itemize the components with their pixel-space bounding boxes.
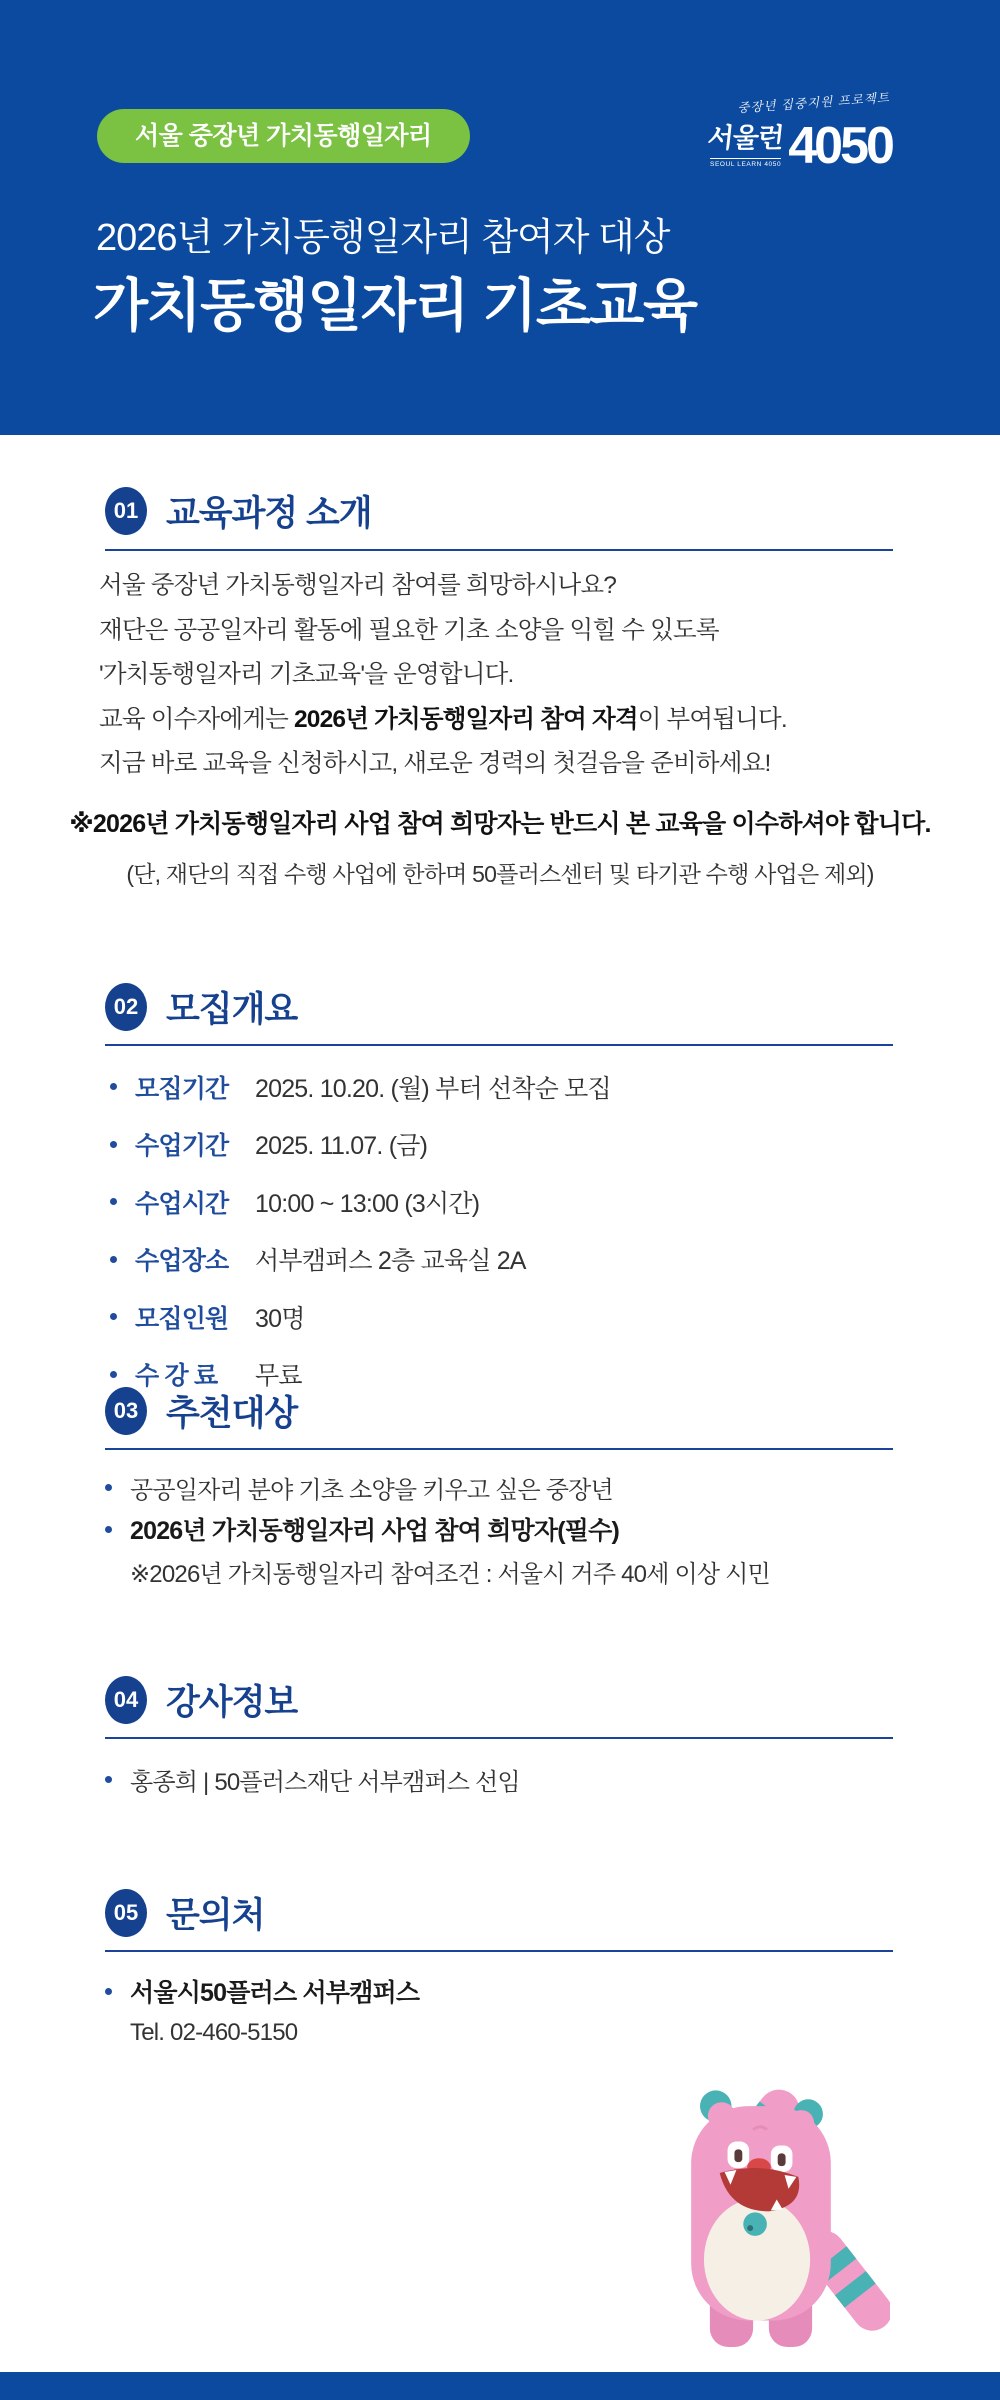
info-row <box>110 1116 890 1174</box>
bullet-dot <box>105 1776 112 1783</box>
logo-number: 4050 <box>788 117 892 176</box>
bullet-row <box>105 1508 895 1550</box>
info-row <box>110 1288 890 1346</box>
info-value: 30명 <box>255 1304 305 1333</box>
seoul-learn-4050-logo <box>706 90 892 176</box>
note-bold-line: ※2026년 가치동행일자리 사업 참여 희망자는 반드시 본 교육을 이수하셔야 합니다. <box>69 810 931 838</box>
contact-phone: Tel. 02-460-5150 <box>130 2019 298 2046</box>
logo-name: 서울런 <box>706 123 785 153</box>
page-title: 가치동행일자리 기초교육 <box>93 274 697 338</box>
section-04-title: 강사정보 <box>166 1683 298 1722</box>
section-02-underline <box>105 1044 893 1046</box>
bullet-row <box>105 1758 895 1800</box>
bullet-dot <box>105 1988 112 1995</box>
section-04-underline <box>105 1737 893 1739</box>
bullet-dot <box>110 1371 117 1378</box>
info-label: 수업장소 <box>135 1247 229 1276</box>
bullet-dot <box>110 1198 117 1205</box>
section-05-heading <box>105 1889 264 1937</box>
note-sub-line: (단, 재단의 직접 수행 사업에 한하며 50플러스센터 및 타기관 수행 사업은 제외) <box>126 861 874 887</box>
section-05-underline <box>105 1950 893 1952</box>
section-02-title: 모집개요 <box>166 990 298 1029</box>
paragraph-line: 지금 바로 교육을 신청하시고, 새로운 경력의 첫걸음을 준비하세요! <box>99 750 771 777</box>
info-value: 서부캠퍼스 2층 교육실 2A <box>255 1247 526 1276</box>
info-label: 모집인원 <box>135 1304 229 1333</box>
info-row <box>110 1173 890 1231</box>
mascot-bead <box>743 2212 767 2236</box>
footer-bar <box>0 2372 1000 2400</box>
header-subtitle: 2026년 가치동행일자리 참여자 대상 <box>96 217 670 259</box>
bullet-dot <box>110 1256 117 1263</box>
info-value: 2025. 11.07. (금) <box>255 1132 428 1161</box>
section-04-number-badge: 04 <box>105 1676 147 1724</box>
bullet-dot <box>105 1484 112 1491</box>
section-02-heading <box>105 983 297 1031</box>
section-03-title: 추천대상 <box>166 1394 298 1433</box>
info-label: 수업기간 <box>135 1132 229 1161</box>
logo-slogan: 중장년 집중지원 프로젝트 <box>736 90 891 116</box>
logo-name-column <box>708 116 783 168</box>
section-01-paragraph <box>99 564 899 787</box>
section-05-number-badge: 05 <box>105 1889 147 1937</box>
bullet-dot <box>110 1141 117 1148</box>
header <box>0 0 1000 435</box>
info-row <box>110 1058 890 1116</box>
bullet-text: 홍종희 | 50플러스재단 서부캠퍼스 선임 <box>130 1768 520 1796</box>
bullet-dot <box>110 1083 117 1090</box>
section-05-title: 문의처 <box>166 1896 265 1935</box>
bullet-subtext: ※2026년 가치동행일자리 참여조건 : 서울시 거주 40세 이상 시민 <box>130 1560 770 1588</box>
mascot-illustration <box>630 2055 890 2350</box>
bullet-dot <box>105 1526 112 1533</box>
paragraph-text: 교육 이수자에게는 <box>99 705 294 733</box>
bullet-text: 공공일자리 분야 기초 소양을 키우고 싶은 중장년 <box>130 1476 613 1504</box>
info-row <box>110 1231 890 1289</box>
paragraph-bold-text: 2026년 가치동행일자리 참여 자격 <box>293 705 638 733</box>
bullet-row <box>105 1970 895 2012</box>
bullet-dot <box>110 1313 117 1320</box>
paragraph-text: 이 부여됩니다. <box>637 705 787 733</box>
section-02-number-badge: 02 <box>105 983 147 1031</box>
paragraph-line: 재단은 공공일자리 활동에 필요한 기초 소양을 익힐 수 있도록 <box>99 616 719 644</box>
info-value: 무료 <box>255 1362 302 1391</box>
bullet-row <box>105 1466 895 1508</box>
paragraph-line <box>99 698 899 743</box>
paragraph-line: '가치동행일자리 기초교육'을 운영합니다. <box>99 661 514 688</box>
info-value: 10:00 ~ 13:00 (3시간) <box>255 1189 480 1218</box>
section-01-underline <box>105 549 893 551</box>
mandatory-note <box>55 804 945 889</box>
paragraph-line: 서울 중장년 가치동행일자리 참여를 희망하시나요? <box>99 572 617 599</box>
section-04-heading <box>105 1676 297 1724</box>
section-01-number-badge: 01 <box>105 487 147 535</box>
info-label: 모집기간 <box>135 1074 229 1103</box>
section-03-underline <box>105 1448 893 1450</box>
section-03-number-badge: 03 <box>105 1387 147 1435</box>
bullet-text: 2026년 가치동행일자리 사업 참여 희망자(필수) <box>130 1517 620 1545</box>
info-label: 수업시간 <box>135 1189 229 1218</box>
logo-caption: SEOUL LEARN 4050 <box>710 158 781 168</box>
contact-info-list <box>105 1970 895 2054</box>
section-01-title: 교육과정 소개 <box>166 494 372 533</box>
section-01-heading <box>105 487 372 535</box>
program-badge: 서울 중장년 가치동행일자리 <box>97 109 470 163</box>
recommended-target-list <box>105 1466 895 1592</box>
recruitment-info-list <box>110 1058 890 1403</box>
section-03-heading <box>105 1387 297 1435</box>
info-label: 수 강 료 <box>135 1362 218 1391</box>
info-value: 2025. 10.20. (월) 부터 선착순 모집 <box>255 1074 611 1103</box>
bullet-text: 서울시50플러스 서부캠퍼스 <box>130 1979 420 2007</box>
logo-row <box>706 116 892 176</box>
instructor-info-list <box>105 1758 895 1800</box>
